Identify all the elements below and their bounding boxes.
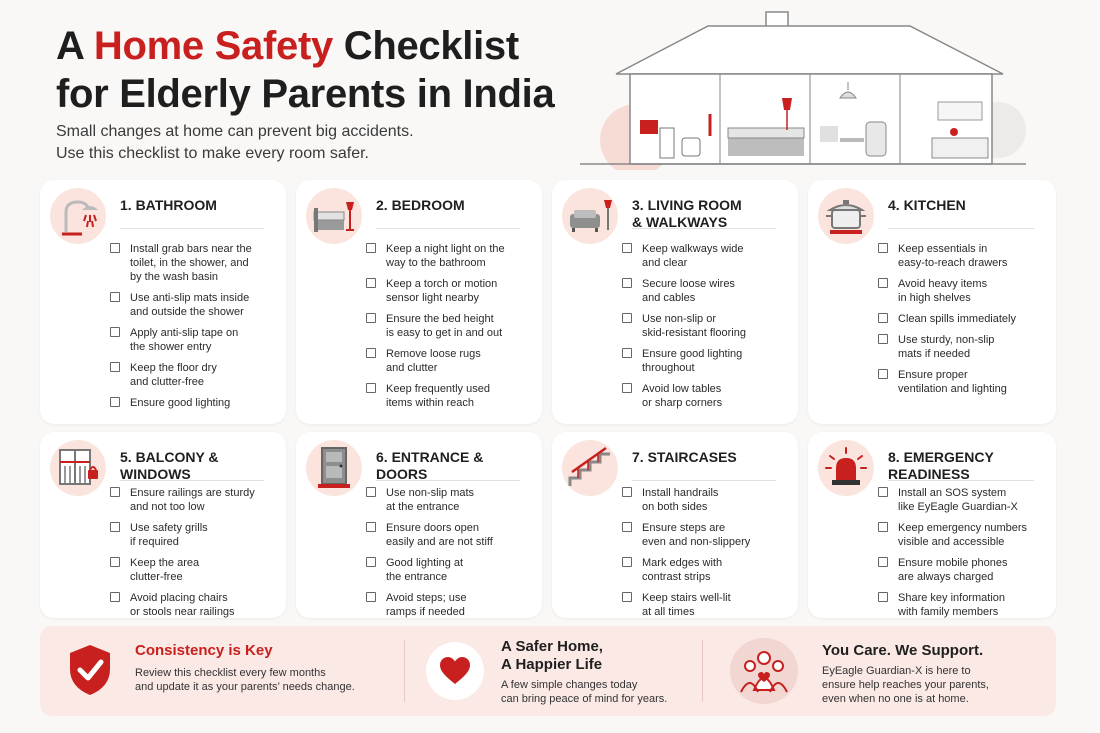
checklist <box>366 242 536 417</box>
checklist-item-label: Avoid placing chairs or stools near railings <box>130 592 235 618</box>
bed-lamp-icon <box>306 188 362 244</box>
checkbox[interactable] <box>366 313 376 323</box>
checklist-item <box>622 277 792 305</box>
checkbox[interactable] <box>366 243 376 253</box>
checkbox[interactable] <box>622 243 632 253</box>
safer-home-text: A few simple changes today can bring peace of mind for years. <box>501 679 668 705</box>
checklist-item <box>878 556 1050 584</box>
checkbox[interactable] <box>622 278 632 288</box>
card-divider <box>632 228 776 229</box>
card-icon-badge <box>562 440 618 496</box>
checklist <box>110 242 280 417</box>
title-line-2: for Elderly Parents in India <box>56 72 555 116</box>
title-text: Checklist <box>332 24 519 68</box>
checklist-item-label: Share key information with family members <box>898 592 1005 618</box>
checklist-item-label: Ensure steps are even and non-slippery <box>642 522 751 548</box>
checkbox[interactable] <box>878 243 888 253</box>
checklist-item <box>622 242 792 270</box>
checklist-item-label: Use non-slip or skid-resistant flooring <box>642 313 746 339</box>
sofa-lamp-icon <box>562 188 618 244</box>
card-title: 7. STAIRCASES <box>632 449 737 465</box>
checklist-item-label: Ensure railings are sturdy and not too low <box>130 487 255 513</box>
checklist-item-label: Install handrails on both sides <box>642 487 719 513</box>
checklist-item <box>366 347 536 375</box>
card-icon-badge <box>818 188 874 244</box>
card-icon-badge <box>306 188 362 244</box>
checkbox[interactable] <box>878 369 888 379</box>
checklist-item-label: Use safety grills if required <box>130 522 208 548</box>
card-divider <box>120 480 264 481</box>
checklist-item <box>878 242 1050 270</box>
checklist-item <box>878 333 1050 361</box>
checklist-item-label: Keep walkways wide and clear <box>642 243 744 269</box>
card-title: 4. KITCHEN <box>888 197 966 213</box>
checkbox[interactable] <box>878 557 888 567</box>
checkbox[interactable] <box>110 243 120 253</box>
checklist <box>622 242 792 417</box>
support-title: You Care. We Support. <box>822 642 984 659</box>
checklist <box>366 486 536 626</box>
checklist-item-label: Avoid heavy items in high shelves <box>898 278 988 304</box>
checklist-item <box>878 486 1050 514</box>
checklist-item <box>878 277 1050 305</box>
checkbox[interactable] <box>878 522 888 532</box>
checklist-item <box>110 291 280 319</box>
checklist <box>110 486 280 626</box>
checkbox[interactable] <box>110 362 120 372</box>
checklist-item <box>366 242 536 270</box>
house-illustration-icon <box>578 10 1028 170</box>
checklist-item <box>366 382 536 410</box>
subtitle: Small changes at home can prevent big accidents. Use this checklist to make every room safer. <box>56 123 414 162</box>
card-divider <box>888 480 1034 481</box>
staircase-icon <box>562 440 618 496</box>
checkbox[interactable] <box>366 278 376 288</box>
card-title: 6. ENTRANCE & DOORS <box>376 449 484 482</box>
checklist-item-label: Mark edges with contrast strips <box>642 557 723 583</box>
checklist-item <box>366 556 536 584</box>
checkbox[interactable] <box>110 292 120 302</box>
support-text: EyEagle Guardian-X is here to ensure help reaches your parents, even when no one is at home. <box>822 665 989 705</box>
checklist-card-4 <box>808 180 1056 424</box>
card-icon-badge <box>562 188 618 244</box>
checklist-item-label: Keep a torch or motion sensor light nearby <box>386 278 498 304</box>
checklist-item-label: Install grab bars near the toilet, in the shower, and by the wash basin <box>130 243 252 283</box>
checkbox[interactable] <box>110 327 120 337</box>
card-divider <box>120 228 264 229</box>
checkbox[interactable] <box>366 487 376 497</box>
checklist-item-label: Install an SOS system like EyEagle Guardian-X <box>898 487 1018 513</box>
checklist-item <box>622 521 792 549</box>
checklist-card-6 <box>296 432 542 618</box>
checkbox[interactable] <box>110 557 120 567</box>
siren-icon <box>818 440 874 496</box>
checklist-item <box>110 486 280 514</box>
checklist-item-label: Keep frequently used items within reach <box>386 383 490 409</box>
card-divider <box>888 228 1034 229</box>
card-icon-badge <box>818 440 874 496</box>
checklist <box>878 486 1050 626</box>
checkbox[interactable] <box>622 522 632 532</box>
checkbox[interactable] <box>878 334 888 344</box>
checklist-item-label: Apply anti-slip tape on the shower entry <box>130 327 239 353</box>
checklist-item-label: Ensure doors open easily and are not stiff <box>386 522 493 548</box>
checkbox[interactable] <box>622 313 632 323</box>
checklist-item-label: Keep a night light on the way to the bathroom <box>386 243 505 269</box>
checklist-item <box>878 521 1050 549</box>
window-lock-icon <box>50 440 106 496</box>
heart-icon <box>439 656 471 686</box>
checklist-item <box>622 312 792 340</box>
checklist-card-1 <box>40 180 286 424</box>
cooking-pot-icon <box>818 188 874 244</box>
checklist-item-label: Good lighting at the entrance <box>386 557 464 583</box>
card-divider <box>376 480 520 481</box>
card-title: 1. BATHROOM <box>120 197 217 213</box>
checklist-card-5 <box>40 432 286 618</box>
checklist-item-label: Secure loose wires and cables <box>642 278 735 304</box>
checklist-item <box>110 361 280 389</box>
checklist-item <box>622 556 792 584</box>
consistency-title: Consistency is Key <box>135 642 273 659</box>
checkbox[interactable] <box>622 348 632 358</box>
checkbox[interactable] <box>878 592 888 602</box>
checklist-card-8 <box>808 432 1056 618</box>
checkbox[interactable] <box>366 348 376 358</box>
checklist-item-label: Use anti-slip mats inside and outside the shower <box>130 292 250 318</box>
checkbox[interactable] <box>878 278 888 288</box>
checklist-item <box>110 521 280 549</box>
checkbox[interactable] <box>366 522 376 532</box>
checklist-card-2 <box>296 180 542 424</box>
checklist-item-label: Ensure proper ventilation and lighting <box>898 369 1007 395</box>
safer-home-title: A Safer Home, A Happier Life <box>501 638 603 673</box>
checklist-item <box>622 382 792 410</box>
checklist-item-label: Keep emergency numbers visible and accessible <box>898 522 1028 548</box>
door-icon <box>306 440 362 496</box>
heart-badge <box>426 642 484 700</box>
checkbox[interactable] <box>110 487 120 497</box>
checklist-item <box>110 591 280 619</box>
checklist-item-label: Ensure good lighting throughout <box>642 348 743 374</box>
checklist-item <box>622 486 792 514</box>
title-text: A <box>56 24 94 68</box>
title-accent: Home Safety <box>93 24 333 68</box>
checklist <box>622 486 792 626</box>
consistency-text: Review this checklist every few months and update it as your parents’ needs change. <box>135 667 355 693</box>
card-title: 5. BALCONY & WINDOWS <box>120 449 219 482</box>
checklist-item-label: Keep stairs well-lit at all times <box>642 592 731 618</box>
checkbox[interactable] <box>622 557 632 567</box>
checkbox[interactable] <box>366 383 376 393</box>
checklist-item-label: Use non-slip mats at the entrance <box>386 487 475 513</box>
checkbox[interactable] <box>878 313 888 323</box>
checklist-item <box>622 347 792 375</box>
checklist-item-label: Keep the floor dry and clutter-free <box>130 362 217 388</box>
checkbox[interactable] <box>622 487 632 497</box>
checkbox[interactable] <box>622 383 632 393</box>
checklist-item <box>366 486 536 514</box>
card-icon-badge <box>50 188 106 244</box>
checklist-item <box>110 326 280 354</box>
checklist-item-label: Keep essentials in easy-to-reach drawers <box>898 243 1008 269</box>
checklist-card-3 <box>552 180 798 424</box>
checklist-item-label: Use sturdy, non-slip mats if needed <box>898 334 995 360</box>
family-support-icon <box>736 646 792 698</box>
shower-icon <box>50 188 106 244</box>
checklist-item <box>878 312 1050 326</box>
card-divider <box>376 228 520 229</box>
checklist-item <box>878 368 1050 396</box>
checklist-item <box>110 556 280 584</box>
card-title: 2. BEDROOM <box>376 197 465 213</box>
checklist-item <box>366 521 536 549</box>
page-title <box>56 22 554 118</box>
checklist-item-label: Avoid steps; use ramps if needed <box>386 592 467 618</box>
checkbox[interactable] <box>366 557 376 567</box>
checkbox[interactable] <box>110 397 120 407</box>
checklist-item <box>110 242 280 284</box>
checkbox[interactable] <box>110 592 120 602</box>
checklist-item <box>366 277 536 305</box>
checkbox[interactable] <box>622 592 632 602</box>
checklist-item <box>366 591 536 619</box>
card-icon-badge <box>50 440 106 496</box>
card-title: 3. LIVING ROOM & WALKWAYS <box>632 197 742 230</box>
checkbox[interactable] <box>110 522 120 532</box>
checklist-item-label: Ensure the bed height is easy to get in and out <box>386 313 503 339</box>
checkbox[interactable] <box>878 487 888 497</box>
checklist-item <box>366 312 536 340</box>
checklist-item-label: Avoid low tables or sharp corners <box>642 383 723 409</box>
checklist-item <box>110 396 280 410</box>
checklist-item-label: Ensure good lighting <box>130 397 231 409</box>
checklist-item-label: Ensure mobile phones are always charged <box>898 557 1008 583</box>
support-badge <box>730 638 798 704</box>
checklist-item-label: Clean spills immediately <box>898 313 1016 325</box>
checklist-item <box>878 591 1050 619</box>
card-divider <box>632 480 776 481</box>
checkbox[interactable] <box>366 592 376 602</box>
shield-check-icon <box>66 643 114 697</box>
checklist-item-label: Keep the area clutter-free <box>130 557 200 583</box>
checklist-card-7 <box>552 432 798 618</box>
summary-panel <box>40 626 1056 716</box>
card-icon-badge <box>306 440 362 496</box>
checklist-item <box>622 591 792 619</box>
card-title: 8. EMERGENCY READINESS <box>888 449 994 482</box>
checklist-item-label: Remove loose rugs and clutter <box>386 348 481 374</box>
checklist <box>878 242 1050 403</box>
